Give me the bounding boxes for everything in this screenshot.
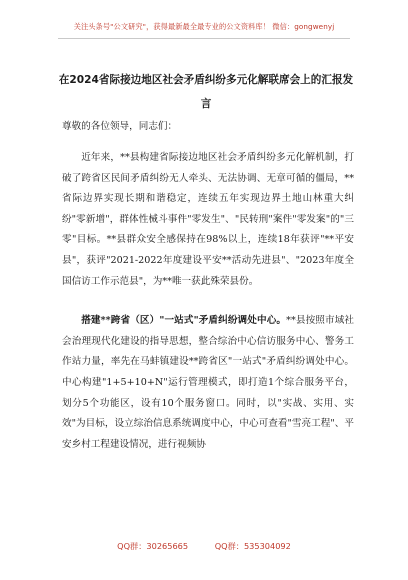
header-divider: [58, 38, 350, 39]
footer-qq-group-2: QQ群：535304092: [214, 541, 291, 551]
document-title: 在2024省际接边地区社会矛盾纠纷多元化解联席会上的汇报发言: [58, 74, 354, 110]
salutation: 尊敬的各位领导，同志们：: [62, 121, 178, 132]
page-header-promo: 关注头条号"公文研究"，获得最新最全最专业的公文资料库！ 微信：gongwenyj: [73, 22, 335, 31]
page-footer: [0, 541, 408, 552]
paragraph-1: [62, 148, 354, 292]
document-body: [62, 148, 354, 474]
paragraph-2-lead: 搭建**跨省（区）"一站式"矛盾纠纷调处中心。: [81, 315, 287, 327]
paragraph-1-text: 近年来，**县构建省际接边地区社会矛盾纠纷多元化解机制，打破了跨省区民间矛盾纠纷无人牵头、无法协调、无章可循的僵局，**省际边界实现长期和谐稳定，连续五年实现边界土地山林重大纠纷"零新增"，群体性械斗事件"零发生"、"民转刑"案件"零发案"的"三零"目标。**县群众安全感保持在98%以上，连续18年获评"**平安县"，获评"2021-2022年度建设平安**活动先进县"、"2023年度全国信访工作示范县"，为**唯一获此殊荣县份。: [62, 152, 354, 287]
paragraph-2: [62, 311, 354, 455]
paragraph-2-text: **县按照市域社会治理现代化建设的指导思想，整合综治中心信访服务中心、警务工作站力量，率先在马蚌镇建设**跨省区"一站式"矛盾纠纷调处中心。中心构建"1+5+10+N"运行管理模式，即打造1个综合服务平台，划分5个功能区，设有10个服务窗口。同时，以"实战、实用、实效"为目标，设立综治信息系统调度中心，中心可查看"雪亮工程"、平安乡村工程建设情况，进行视频协: [62, 315, 355, 450]
footer-qq-group-1: QQ群：30265665: [117, 541, 189, 551]
